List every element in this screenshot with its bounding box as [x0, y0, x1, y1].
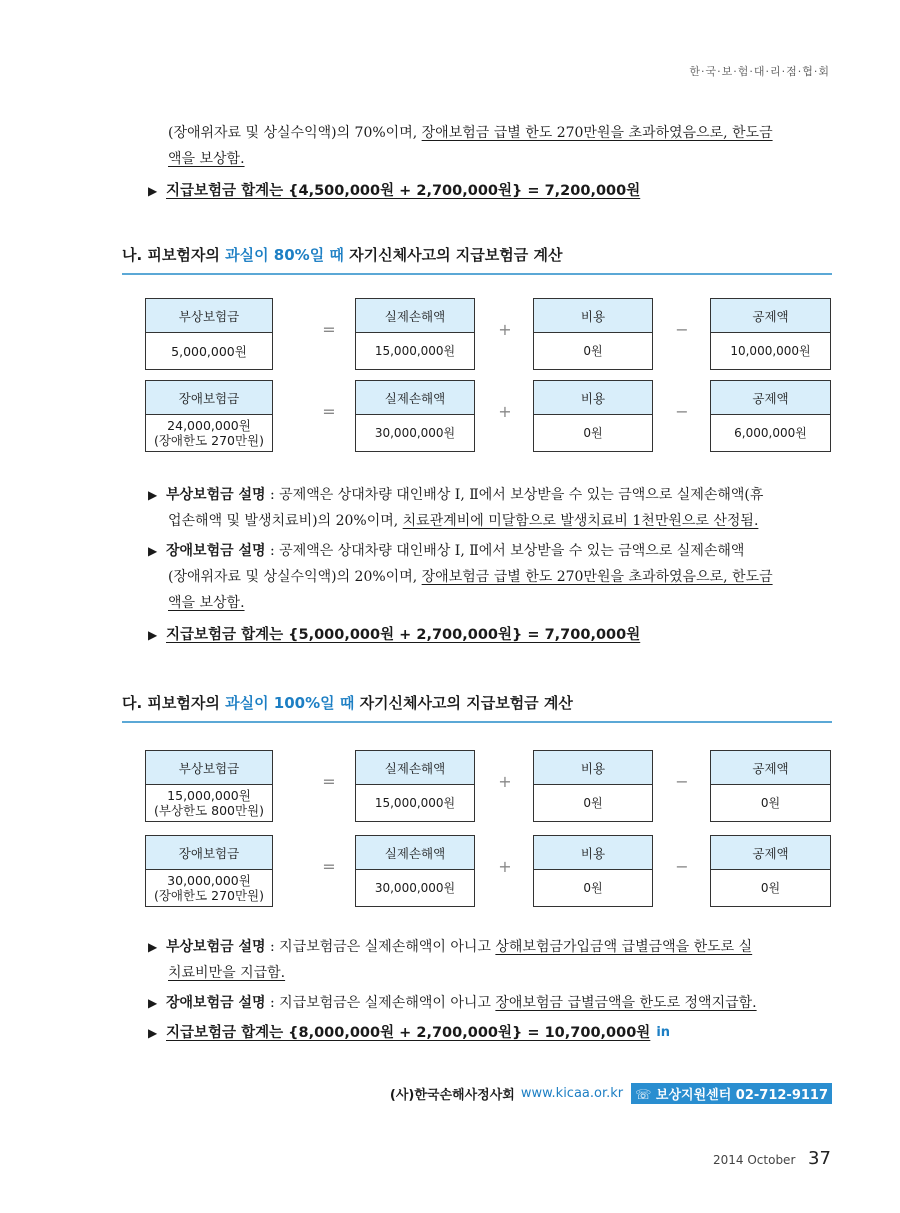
box-header: 실제손해액 — [356, 299, 474, 333]
op-equals: = — [322, 320, 336, 339]
website-link[interactable]: www.kicaa.or.kr — [520, 1086, 624, 1101]
op-equals: = — [322, 857, 336, 876]
section-title-b: 나. 피보험자의 과실이 80%일 때 자기신체사고의 지급보험금 계산 — [122, 244, 832, 275]
op-minus: − — [675, 772, 689, 791]
box-header: 부상보험금 — [146, 751, 272, 785]
box-header: 공제액 — [711, 299, 830, 333]
support-center-badge: ☏ 보상지원센터 02-712-9117 — [631, 1083, 832, 1104]
box-header: 실제손해액 — [356, 381, 474, 415]
formula-row: 부상보험금 15,000,000원 (부상한도 800만원) = 실제손해액 15,000,000원 + 비용 0원 − 공제액 0원 — [145, 750, 831, 822]
total-line: 지급보험금 합계는 {5,000,000원 + 2,700,000원} = 7,700,000원 — [166, 627, 641, 643]
formula-row: 장애보험금 30,000,000원 (장애한도 270만원) = 실제손해액 30,000,000원 + 비용 0원 − 공제액 0원 — [145, 835, 831, 907]
section-b-explanations: ▶ 부상보험금 설명 : 공제액은 상대차량 대인배상 Ⅰ, Ⅱ에서 보상받을 수 있는 금액으로 실제손해액(휴 업손해액 및 발생치료비)의 20%이며, 치료관계비에 미달함으로 발생치료비 1천만원으로 산정됨. ▶ 장애보험금 설명 : 공제액은 상대차량 대인배상 Ⅰ, Ⅱ에서 보상받을 수 있는 금액으로 실제손해액 (장애위자료 및 상실수익액)의 20%이며, 장애보험금 급별 한도 270만원을 초과하였음으로, 한도금 액을 보상함. ▶ 지급보험금 합계는 {5,000,000원 + 2,700,000원} = 7,700,000원 — [148, 482, 832, 648]
issue-date: 2014 October — [713, 1153, 796, 1167]
op-equals: = — [322, 402, 336, 421]
total-line: 지급보험금 합계는 {4,500,000원 + 2,700,000원} = 7,200,000원 — [166, 183, 641, 199]
text-underlined: 장애보험금 급별 한도 270만원을 초과하였음으로, 한도금 — [421, 125, 773, 141]
box-header: 공제액 — [711, 381, 830, 415]
association-logo-icon: in — [656, 1025, 671, 1040]
formula-row: 부상보험금 5,000,000원 = 실제손해액 15,000,000원 + 비용 0원 − 공제액 10,000,000원 — [145, 298, 831, 370]
op-minus: − — [675, 857, 689, 876]
op-minus: − — [675, 402, 689, 421]
box-header: 실제손해액 — [356, 751, 474, 785]
section-c-explanations: ▶ 부상보험금 설명 : 지급보험금은 실제손해액이 아니고 상해보험금가입금액 급별금액을 한도로 실 치료비만을 지급함. ▶ 장애보험금 설명 : 지급보험금은 실제손해액이 아니고 장애보험금 급별금액을 한도로 정액지급함. ▶ 지급보험금 합계는 {8,000,000원 + 2,700,000원} = 10,700,000원 in — [148, 934, 832, 1046]
arrow-bullet-icon: ▶ — [148, 1026, 158, 1040]
op-equals: = — [322, 772, 336, 791]
section-title-c: 다. 피보험자의 과실이 100%일 때 자기신체사고의 지급보험금 계산 — [122, 692, 832, 723]
arrow-bullet-icon: ▶ — [148, 996, 158, 1010]
box-header: 장애보험금 — [146, 836, 272, 870]
arrow-bullet-icon: ▶ — [148, 544, 158, 558]
box-header: 실제손해액 — [356, 836, 474, 870]
text: (장애위자료 및 상실수익액)의 70%이며, — [168, 125, 422, 141]
arrow-bullet-icon: ▶ — [148, 488, 158, 502]
box-header: 장애보험금 — [146, 381, 272, 415]
formula-row: 장애보험금 24,000,000원 (장애한도 270만원) = 실제손해액 30,000,000원 + 비용 0원 − 공제액 6,000,000원 — [145, 380, 831, 452]
text-underlined: 액을 보상함. — [168, 151, 245, 167]
total-line: 지급보험금 합계는 {8,000,000원 + 2,700,000원} = 10,700,000원 — [166, 1025, 651, 1041]
box-header: 공제액 — [711, 836, 830, 870]
op-plus: + — [498, 402, 512, 421]
op-plus: + — [498, 772, 512, 791]
box-header: 부상보험금 — [146, 299, 272, 333]
op-plus: + — [498, 857, 512, 876]
top-continuation — [148, 120, 832, 204]
arrow-bullet-icon: ▶ — [148, 940, 158, 954]
op-minus: − — [675, 320, 689, 339]
header-org: 한·국·보·험·대·리·점·협·회 — [689, 65, 830, 78]
box-header: 비용 — [534, 299, 652, 333]
page-number: 37 — [808, 1148, 831, 1169]
arrow-bullet-icon: ▶ — [148, 184, 158, 198]
op-plus: + — [498, 320, 512, 339]
box-header: 비용 — [534, 836, 652, 870]
arrow-bullet-icon: ▶ — [148, 628, 158, 642]
box-header: 공제액 — [711, 751, 830, 785]
footer-contact: (사)한국손해사정사회 www.kicaa.or.kr ☏ 보상지원센터 02-712-9117 — [390, 1083, 832, 1104]
box-header: 비용 — [534, 751, 652, 785]
box-header: 비용 — [534, 381, 652, 415]
